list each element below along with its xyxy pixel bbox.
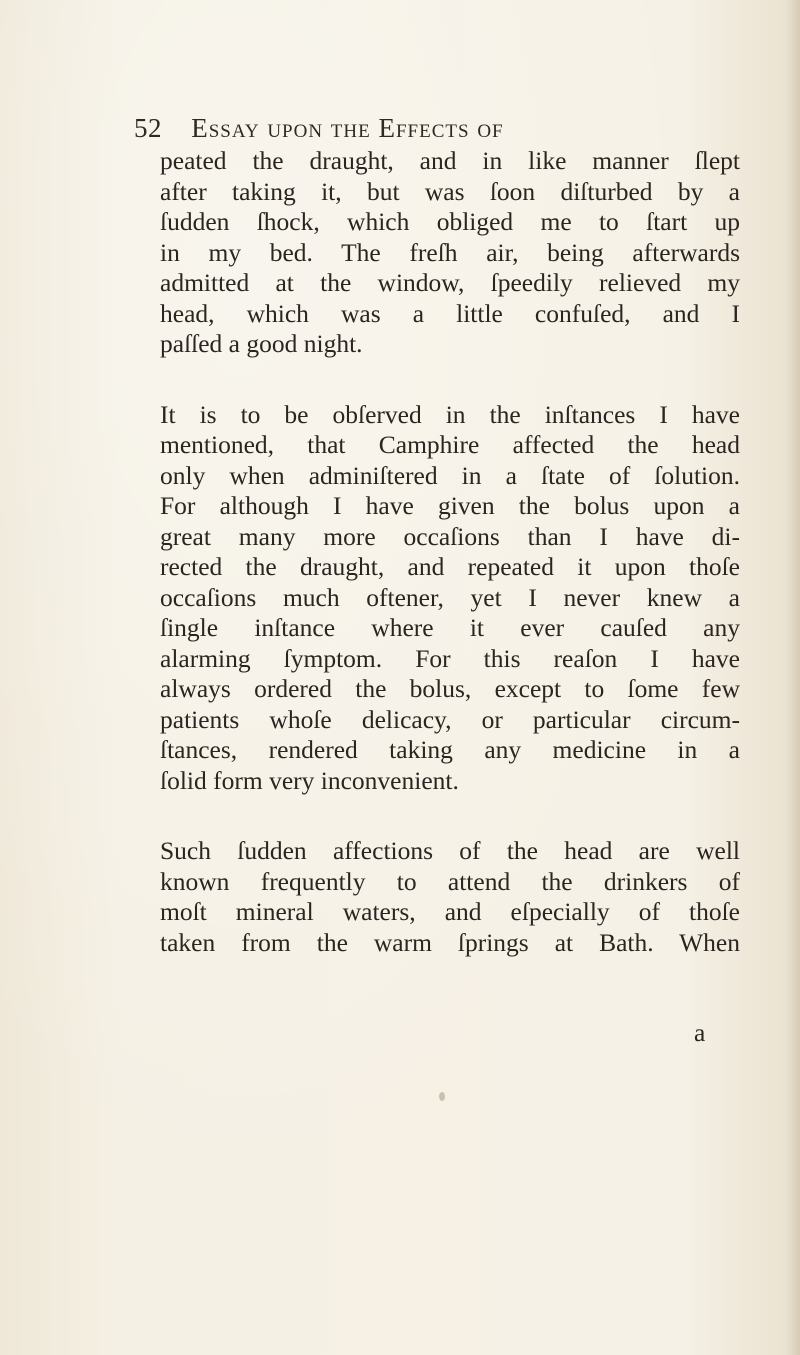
paragraph-3 [160,836,740,958]
text-line: only when adminiſtered in a ſtate of ſolution. [160,460,740,490]
text-line: alarming ſymptom. For this reaſon I have [160,643,740,673]
text-line: in my bed. The freſh air, being afterwards [160,237,740,267]
ink-speck [439,1092,445,1101]
text-line: great many more occaſions than I have di- [160,521,740,551]
text-line: peated the draught, and in like manner ſlept [160,146,740,175]
text-line: known frequently to attend the drinkers of [160,866,740,896]
catchword: a [694,1018,706,1047]
text-line: head, which was a little confuſed, and I [160,298,740,328]
page-number: 52 [134,113,162,143]
text-line: moſt mineral waters, and eſpecially of thoſe [160,897,740,926]
running-head [134,108,694,148]
text-line: ſingle inſtance where it ever cauſed any [160,613,740,642]
paragraph-gap [160,796,740,836]
text-line: paſſed a good night. [160,329,363,358]
paragraph-1 [160,146,740,360]
body-text [160,146,740,958]
text-line: mentioned, that Camphire affected the head [160,430,740,459]
text-line: For although I have given the bolus upon a [160,491,740,520]
text-line: occaſions much oftener, yet I never knew a [160,582,740,612]
paragraph-2 [160,400,740,797]
running-title: Essay upon the Effects of [191,113,504,143]
text-line: after taking it, but was ſoon diſturbed by a [160,176,740,206]
text-line: admitted at the window, ſpeedily relieved my [160,268,740,297]
text-line: ſudden ſhock, which obliged me to ſtart up [160,207,740,236]
text-line: always ordered the bolus, except to ſome few [160,674,740,703]
text-line: taken from the warm ſprings at Bath. When [160,927,740,957]
text-line: patients whoſe delicacy, or particular circum- [160,704,740,734]
text-line: ſtances, rendered taking any medicine in a [160,735,740,764]
text-line: Such ſudden affections of the head are well [160,836,740,865]
text-line: It is to be obſerved in the inſtances I have [160,399,740,429]
text-line: ſolid form very inconvenient. [160,765,459,795]
text-line: rected the draught, and repeated it upon thoſe [160,552,740,581]
page-edge-shadow [786,0,800,1355]
paragraph-gap [160,360,740,400]
